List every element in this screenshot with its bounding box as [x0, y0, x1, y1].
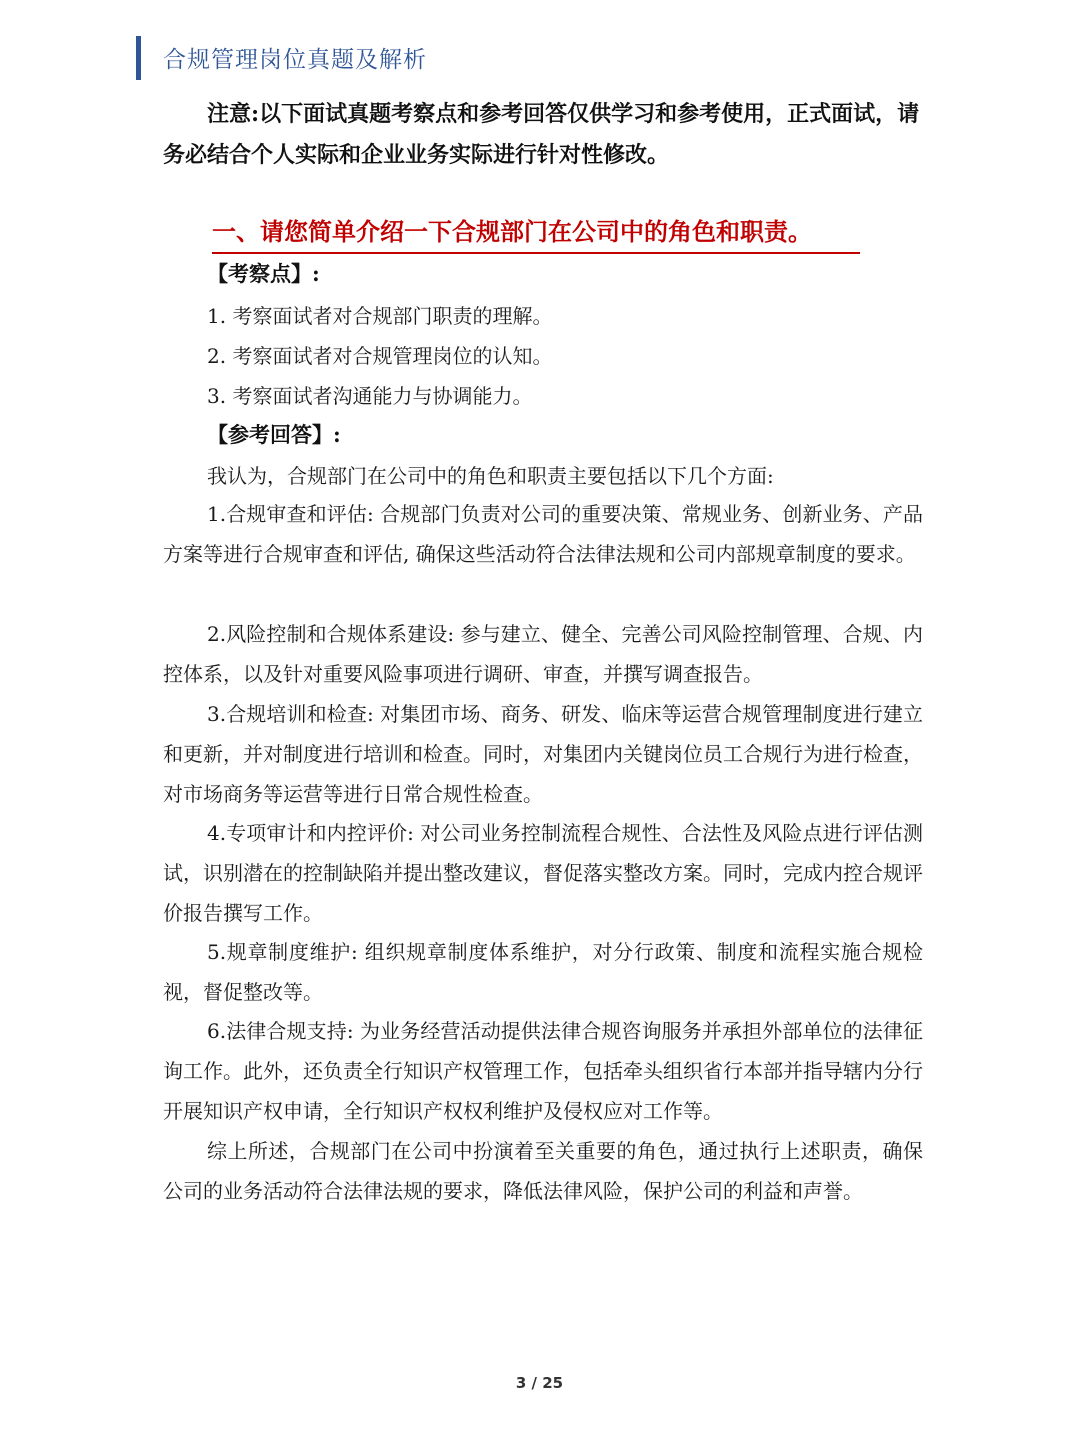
points-label: 【考察点】: — [207, 261, 320, 286]
answer-item-text: 1.合规审查和评估: 合规部门负责对公司的重要决策、常规业务、创新业务、产品方案等进行合规审查和评估, 确保这些活动符合法律法规和公司内部规章制度的要求。 — [163, 502, 923, 566]
answer-intro: 我认为，合规部门在公司中的角色和职责主要包括以下几个方面: — [207, 464, 774, 488]
notice-line-2: 务必结合个人实际和企业业务实际进行针对性修改。 — [163, 142, 670, 168]
answer-item-4 — [163, 813, 923, 933]
answer-item-3 — [163, 694, 923, 814]
answer-summary — [163, 1131, 923, 1211]
answer-item-2 — [163, 614, 923, 694]
answer-item-text: 4.专项审计和内控评价: 对公司业务控制流程合规性、合法性及风险点进行评估测试，识别潜在的控制缺陷并提出整改建议，督促落实整改方案。同时，完成内控合规评价报告撰写工作。 — [163, 821, 923, 925]
answer-label: 【参考回答】: — [207, 422, 341, 447]
notice-line-1: 注意:以下面试真题考察点和参考回答仅供学习和参考使用，正式面试，请 — [207, 101, 920, 127]
answer-item-text: 6.法律合规支持: 为业务经营活动提供法律合规咨询服务并承担外部单位的法律征询工作。此外，还负责全行知识产权管理工作，包括牵头组织省行本部并指导辖内分行开展知识产权申请，全行知识产权权利维护及侵权应对工作等。 — [163, 1019, 923, 1123]
answer-item-text: 3.合规培训和检查: 对集团市场、商务、研发、临床等运营合规管理制度进行建立和更新，并对制度进行培训和检查。同时，对集团内关键岗位员工合规行为进行检查，对市场商务等运营等进行日常合规性检查。 — [163, 702, 923, 806]
answer-item-1 — [163, 494, 923, 574]
page-number: 3 / 25 — [515, 1374, 564, 1392]
section-heading: 一、请您简单介绍一下合规部门在公司中的角色和职责。 — [212, 212, 860, 254]
answer-item-5 — [163, 932, 923, 1012]
answer-item-text: 2.风险控制和合规体系建设: 参与建立、健全、完善公司风险控制管理、合规、内控体系，以及针对重要风险事项进行调研、审查，并撰写调查报告。 — [163, 622, 923, 686]
point-item: 3. 考察面试者沟通能力与协调能力。 — [207, 384, 533, 408]
point-item: 1. 考察面试者对合规部门职责的理解。 — [207, 304, 553, 328]
answer-summary-text: 综上所述，合规部门在公司中扮演着至关重要的角色，通过执行上述职责，确保公司的业务活动符合法律法规的要求，降低法律风险，保护公司的利益和声誉。 — [163, 1139, 923, 1203]
answer-item-text: 5.规章制度维护: 组织规章制度体系维护，对分行政策、制度和流程实施合规检视，督促整改等。 — [163, 940, 923, 1004]
notice-text — [163, 94, 923, 176]
header-accent-bar — [136, 36, 141, 80]
point-item: 2. 考察面试者对合规管理岗位的认知。 — [207, 344, 553, 368]
answer-item-6 — [163, 1011, 923, 1131]
document-header-title: 合规管理岗位真题及解析 — [163, 47, 427, 73]
